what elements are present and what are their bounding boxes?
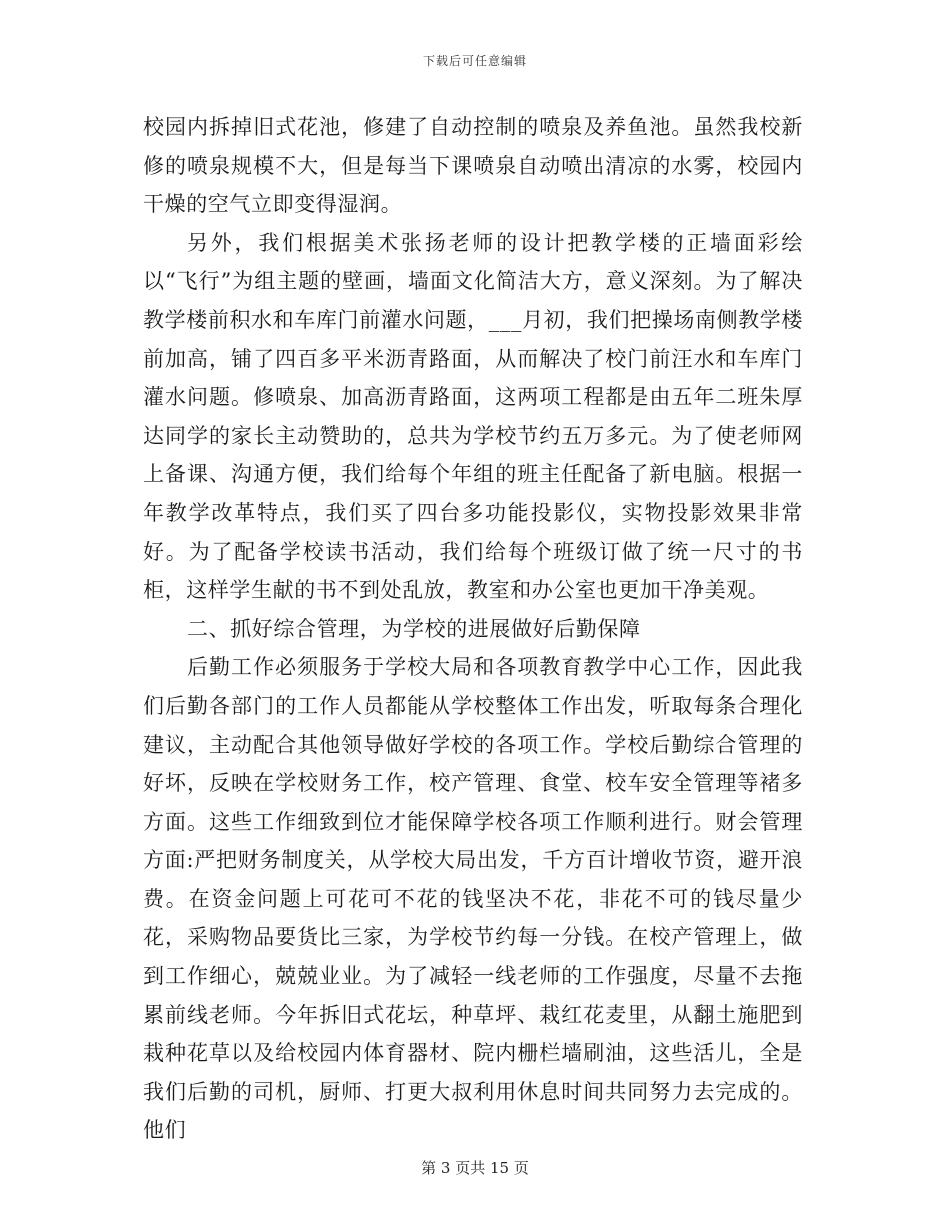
paragraph: 另外，我们根据美术张扬老师的设计把教学楼的正墙面彩绘以“飞行”为组主题的壁画，墙面文化简洁大方，意义深刻。为了解决教学楼前积水和车库门前灌水问题，___月初，我们把操场南侧教学楼前加高，铺了四百多平米沥青路面，从而解决了校门前汪水和车库门灌水问题。修喷泉、加高沥青路面，这两项工程都是由五年二班朱厚达同学的家长主动赞助的，总共为学校节约五万多元。为了使老师网上备课、沟通方便，我们给每个年组的班主任配备了新电脑。根据一年教学改革特点，我们买了四台多功能投影仪，实物投影效果非常好。为了配备学校读书活动，我们给每个班级订做了统一尺寸的书柜，这样学生献的书不到处乱放，教室和办公室也更加干净美观。 (143, 230, 803, 603)
section-heading: 二、抓好综合管理，为学校的进展做好后勤保障 (187, 616, 641, 641)
paragraph: 后勤工作必须服务于学校大局和各项教育教学中心工作，因此我们后勤各部门的工作人员都能从学校整体工作出发，听取每条合理化建议，主动配合其他领导做好学校的各项工作。学校后勤综合管理的好坏，反映在学校财务工作，校产管理、食堂、校车安全管理等褚多方面。这些工作细致到位才能保障学校各项工作顺利进行。财会管理方面:严把财务制度关，从学校大局出发，千方百计增收节资，避开浪费。在资金问题上可花可不花的钱坚决不花，非花不可的钱尽量少花，采购物品要货比三家，为学校节约每一分钱。在校产管理上，做到工作细心，兢兢业业。为了减轻一线老师的工作强度，尽量不去拖累前线老师。今年拆旧式花坛，种草坪、栽红花麦里，从翻土施肥到栽种花草以及给校园内体育器材、院内栅栏墙刷油，这些活儿，全是我们后勤的司机，厨师、打更大叔利用休息时间共同努力去完成的。他们 (143, 655, 803, 1143)
document-body (143, 108, 803, 1150)
page-footer: 第 3 页共 15 页 (421, 1159, 529, 1177)
paragraph-continuation: 校园内拆掉旧式花池，修建了自动控制的喷泉及养鱼池。虽然我校新修的喷泉规模不大，但是每当下课喷泉自动喷出清凉的水雾，校园内干燥的空气立即变得湿润。 (143, 115, 803, 217)
page-header: 下载后可任意编辑 (422, 54, 527, 68)
